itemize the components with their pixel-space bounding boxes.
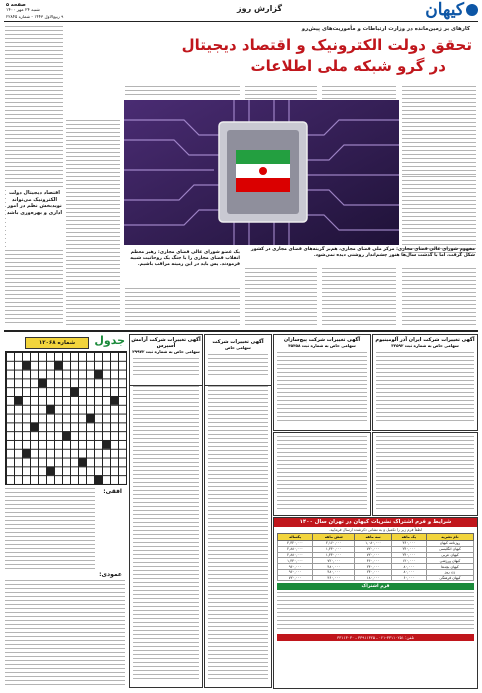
- price-cell: ۱,۰۸۰,۰۰۰: [355, 541, 391, 547]
- article-kicker: کارهای بر زمین‌مانده در وزارت ارتباطات و مأموریت‌های پیش‌رو: [301, 26, 470, 32]
- article-body-2: [322, 268, 396, 326]
- price-cell: ۲,۸۸۰,۰۰۰: [278, 552, 313, 558]
- ad-box-2: [273, 334, 371, 431]
- iran-flag-icon: [236, 150, 290, 192]
- subscription-price-table: [277, 533, 474, 581]
- price-cell: ۸۰,۰۰۰: [391, 564, 426, 570]
- ad-2-title: آگهی تغییرات شرکت پیچ‌سازان: [283, 337, 361, 343]
- section-divider: [4, 330, 478, 332]
- ad-1-subtitle: سهامی خاص به شماره ثبت ۳۲۵۹۲: [391, 343, 459, 348]
- price-cell: ۲۴۰,۰۰۰: [355, 564, 391, 570]
- price-cell: ۷۲۰,۰۰۰: [313, 558, 355, 564]
- price-cell: ۲۴۰,۰۰۰: [391, 552, 426, 558]
- price-cell: ۷۲۰,۰۰۰: [355, 546, 391, 552]
- col-header-6m: شش ماهه: [313, 534, 355, 541]
- price-cell: ۱,۴۴۰,۰۰۰: [313, 552, 355, 558]
- col-header-3m: سه ماهه: [355, 534, 391, 541]
- logo-emblem-icon: [466, 4, 478, 16]
- price-cell: ۹۶۰,۰۰۰: [278, 564, 313, 570]
- circuit-board-illustration: [124, 100, 399, 245]
- form-fields[interactable]: [277, 592, 474, 632]
- page-number: صفحه ۵: [6, 2, 26, 8]
- col-header-title: نام نشریه: [426, 534, 473, 541]
- price-table-header: [278, 534, 474, 541]
- price-row-title: کیهان بچه‌ها: [426, 564, 473, 570]
- across-clues: [5, 488, 95, 570]
- price-cell: ۴۸۰,۰۰۰: [313, 569, 355, 575]
- form-title: فرم اشتراک: [277, 583, 474, 590]
- left-column-text-2: [66, 120, 120, 325]
- ad-5-subtitle: سهامی خاص: [225, 345, 251, 350]
- ad-box-6: [129, 334, 203, 386]
- ad-box-4: [273, 432, 371, 516]
- crossword-grid[interactable]: [5, 351, 127, 485]
- price-cell: ۴,۳۲۰,۰۰۰: [278, 541, 313, 547]
- price-cell: ۴۸۰,۰۰۰: [313, 564, 355, 570]
- masthead-divider: [4, 21, 478, 22]
- subscription-note: لطفاً فرم زیر را تکمیل و به نشانی ذکرشده ارسال فرمایید.: [329, 527, 422, 532]
- crossword-header: [5, 334, 125, 350]
- subscription-footer: تلفن: ۳۳۱۱۰۲۵۱-۰۲۱ ـ ۳۳۹۱۱۳۲۵ ـ ۳۳۱۱۳۰۳۰: [277, 634, 474, 641]
- ad-box-5: [204, 334, 272, 386]
- price-cell: ۳۶۰,۰۰۰: [355, 558, 391, 564]
- price-cell: ۲,۸۸۰,۰۰۰: [278, 546, 313, 552]
- price-row-title: کیهان فرهنگی: [426, 575, 473, 581]
- price-cell: ۸۰,۰۰۰: [391, 569, 426, 575]
- price-cell: ۲۴۰,۰۰۰: [391, 546, 426, 552]
- price-cell: ۹۶۰,۰۰۰: [278, 569, 313, 575]
- subscription-title: شرایط و فرم اشتراک نشریات کیهان در تهران سال ۱۴۰۰: [274, 518, 477, 527]
- price-row-title: روزنامه کیهان: [426, 541, 473, 547]
- price-cell: ۱,۴۴۰,۰۰۰: [278, 558, 313, 564]
- article-col-below-right: [402, 176, 476, 256]
- article-col-mid-3: [125, 86, 240, 96]
- crossword-black-cells: [6, 352, 126, 484]
- issue-line: ۹ ربیع‌الاول ۱۴۴۳ - شماره ۲۲۸۴۵: [6, 14, 64, 19]
- article-headline-2: در گرو شبکه ملی اطلاعات: [250, 57, 446, 75]
- date-line: شنبه ۲۴ مهر ۱۴۰۰: [6, 8, 40, 13]
- price-cell: ۳۶۰,۰۰۰: [391, 541, 426, 547]
- section-label: گزارش روز: [237, 4, 282, 13]
- price-row-title: کیهان انگلیسی: [426, 546, 473, 552]
- across-label: افقی:: [103, 488, 122, 495]
- article-body-4: [125, 288, 240, 326]
- price-cell: ۳۶۰,۰۰۰: [313, 575, 355, 581]
- col-header-1m: یک ماهه: [391, 534, 426, 541]
- price-cell: ۱,۴۴۰,۰۰۰: [313, 546, 355, 552]
- price-row-title: زن روز: [426, 569, 473, 575]
- kayhan-logo: [406, 1, 478, 21]
- subscription-box: [273, 517, 478, 689]
- ad-6-subtitle: سهامی خاص به شماره ثبت ۲۹۹۷۲: [132, 349, 200, 354]
- article-lead: مفهوم شورای عالی فضای مجازی: مرکز ملی فضای مجازی، هم‌بر گزینه‌های فضای مجازی در کشور شکل گرفت، اما با گذشت سال‌ها هنوز چشم‌انداز روشنی دیده نمی‌شود.: [251, 247, 475, 258]
- article-quote: یک عضو شورای عالی فضای مجازی: رهبر معظم انقلاب فضای مجازی را با جنگ یک روحانیت شبیه فرمودند. پس باید در این زمینه مراقب باشیم.: [130, 250, 240, 267]
- price-cell: ۷۲۰,۰۰۰: [355, 552, 391, 558]
- price-cell: ۲,۱۶۰,۰۰۰: [313, 541, 355, 547]
- ad-box-1: [372, 334, 478, 431]
- masthead: [0, 0, 482, 22]
- price-cell: ۲۴۰,۰۰۰: [355, 569, 391, 575]
- ad-column-left-2: [204, 334, 272, 688]
- left-column-callout: [6, 190, 63, 248]
- article-image: [124, 100, 399, 245]
- ad-column-left: [129, 334, 203, 688]
- article-body-1: [402, 268, 476, 326]
- price-row-title: کیهان ورزشی: [426, 558, 473, 564]
- left-column-text: [5, 26, 63, 326]
- col-header-12m: یکساله: [278, 534, 313, 541]
- article-body-3: [245, 268, 317, 326]
- crossword-number: شماره ۱۲۰۶۸: [25, 337, 89, 349]
- ad-1-title: آگهی تغییرات شرکت ایران آذر آلومینیوم: [375, 337, 475, 343]
- ad-6-title: آگهی تغییرات شرکت آرامش آسپرس: [131, 337, 201, 349]
- logo-text: کیهان: [425, 0, 464, 20]
- down-clues: [5, 580, 125, 685]
- crossword-title: جدول: [94, 334, 125, 347]
- price-cell: ۶۰,۰۰۰: [391, 575, 426, 581]
- article-headline-1: تحقق دولت الکترونیک و اقتصاد دیجیتال: [181, 36, 472, 54]
- down-label: عمودی:: [99, 571, 122, 578]
- ad-2-subtitle: سهامی خاص به شماره ثبت ۴۵۴۵۸: [288, 343, 356, 348]
- ad-box-3: [372, 432, 478, 516]
- price-cell: ۷۲۰,۰۰۰: [278, 575, 313, 581]
- price-row: [278, 575, 474, 581]
- ad-5-title: آگهی تغییرات شرکت: [212, 339, 264, 345]
- article-col-right: [402, 86, 476, 176]
- price-row-title: کیهان عربی: [426, 552, 473, 558]
- price-cell: ۱۸۰,۰۰۰: [355, 575, 391, 581]
- left-callout-text: اقتصاد دیجیتال دولت الکترونیک می‌تواند نویدبخش نظم در امور اداری و بهره‌وری باشد: [6, 190, 63, 216]
- price-cell: ۱۲۰,۰۰۰: [391, 558, 426, 564]
